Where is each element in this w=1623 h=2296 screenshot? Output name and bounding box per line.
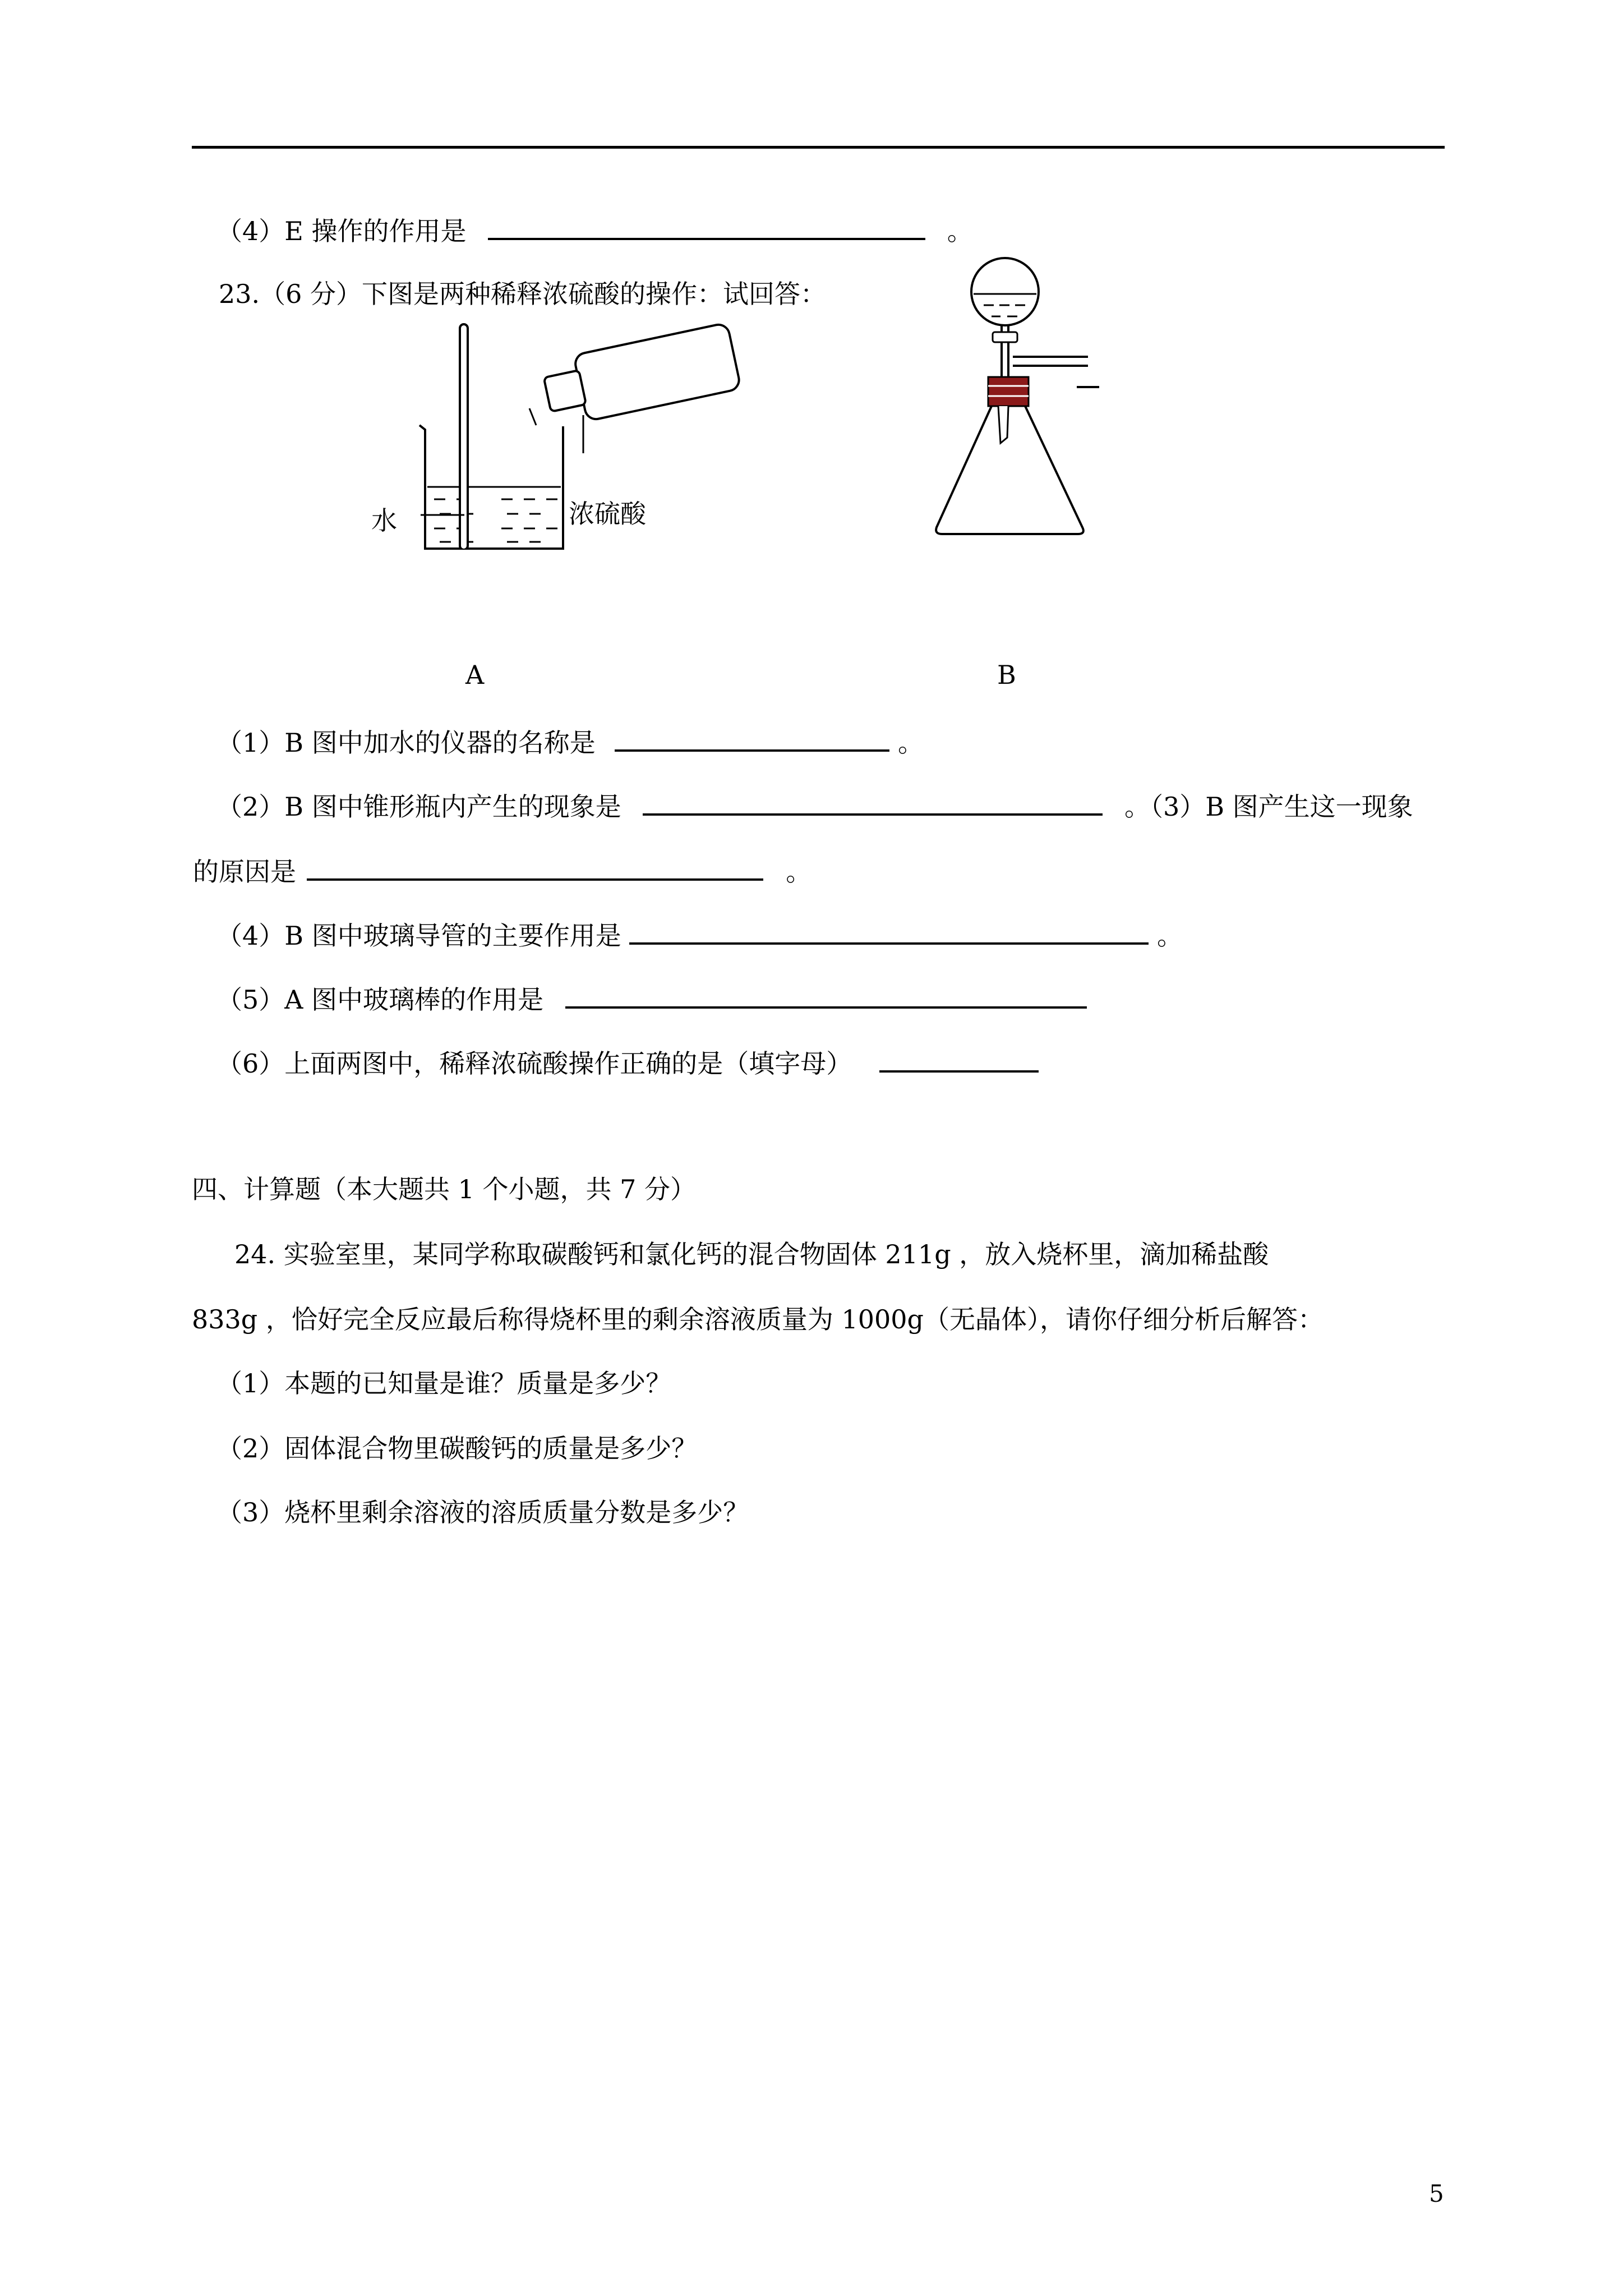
q23-item3	[193, 853, 811, 889]
q23-item4-suffix: 。	[1156, 921, 1183, 951]
q23-item4-text: （4）B 图中玻璃导管的主要作用是	[216, 921, 621, 951]
q23-item6-answer-blank[interactable]	[879, 1045, 1039, 1073]
q23-item5	[216, 981, 1087, 1016]
q23-item4	[216, 917, 1183, 953]
q23-item1-text: （1）B 图中加水的仪器的名称是	[216, 728, 596, 758]
q23-item2-answer-blank[interactable]	[643, 788, 1103, 816]
q23-item3-answer-blank[interactable]	[307, 853, 763, 881]
q22-item4-text: （4）E 操作的作用是	[216, 216, 467, 246]
q24-sub3: （3）烧杯里剩余溶液的溶质质量分数是多少？	[216, 1497, 749, 1527]
q23-intro: 23.（6 分）下图是两种稀释浓硫酸的操作：试回答：	[219, 279, 827, 309]
q23-item2	[216, 788, 1413, 823]
q24-sub1: （1）本题的已知量是谁？质量是多少？	[216, 1368, 672, 1398]
page-number: 5	[1429, 2180, 1444, 2207]
q23-item2-suffix: 。（3）B 图产生这一现象	[1124, 792, 1413, 822]
q23-item6	[216, 1045, 1039, 1080]
q23-item3-text: 的原因是	[193, 857, 296, 887]
header-rule	[192, 146, 1445, 149]
q23-item5-answer-blank[interactable]	[565, 981, 1087, 1009]
q23-item6-text: （6）上面两图中，稀释浓硫酸操作正确的是（填字母）	[216, 1048, 852, 1079]
q22-item4-answer-blank[interactable]	[488, 212, 925, 240]
q23-item1-suffix: 。	[897, 728, 924, 758]
q23-item1	[216, 724, 924, 760]
q23-item4-answer-blank[interactable]	[629, 917, 1149, 945]
figure-a-label: A	[465, 660, 485, 690]
water-label: 水	[371, 505, 397, 536]
q23-item2-text: （2）B 图中锥形瓶内产生的现象是	[216, 792, 621, 822]
figure-b-label: B	[997, 660, 1016, 690]
q24-sub2: （2）固体混合物里碳酸钙的质量是多少？	[216, 1433, 698, 1464]
q23-item1-answer-blank[interactable]	[615, 724, 889, 752]
q22-item4-suffix: 。	[947, 216, 973, 246]
acid-label: 浓硫酸	[569, 499, 646, 529]
q23-item5-text: （5）A 图中玻璃棒的作用是	[216, 984, 544, 1015]
section4-heading: 四、计算题（本大题共 1 个小题，共 7 分）	[192, 1174, 697, 1204]
q24-line2: 833g ，恰好完全反应最后称得烧杯里的剩余溶液质量为 1000g（无晶体），请你仔细分析后解答：	[192, 1304, 1324, 1335]
q22-item4	[216, 212, 973, 248]
figure-a-diagram	[359, 314, 740, 550]
q24-line1: 24. 实验室里，某同学称取碳酸钙和氯化钙的混合物固体 211g ，放入烧杯里，滴加稀盐酸	[234, 1239, 1269, 1269]
figure-b-diagram	[920, 247, 1133, 544]
q23-item3-suffix: 。	[786, 857, 812, 887]
